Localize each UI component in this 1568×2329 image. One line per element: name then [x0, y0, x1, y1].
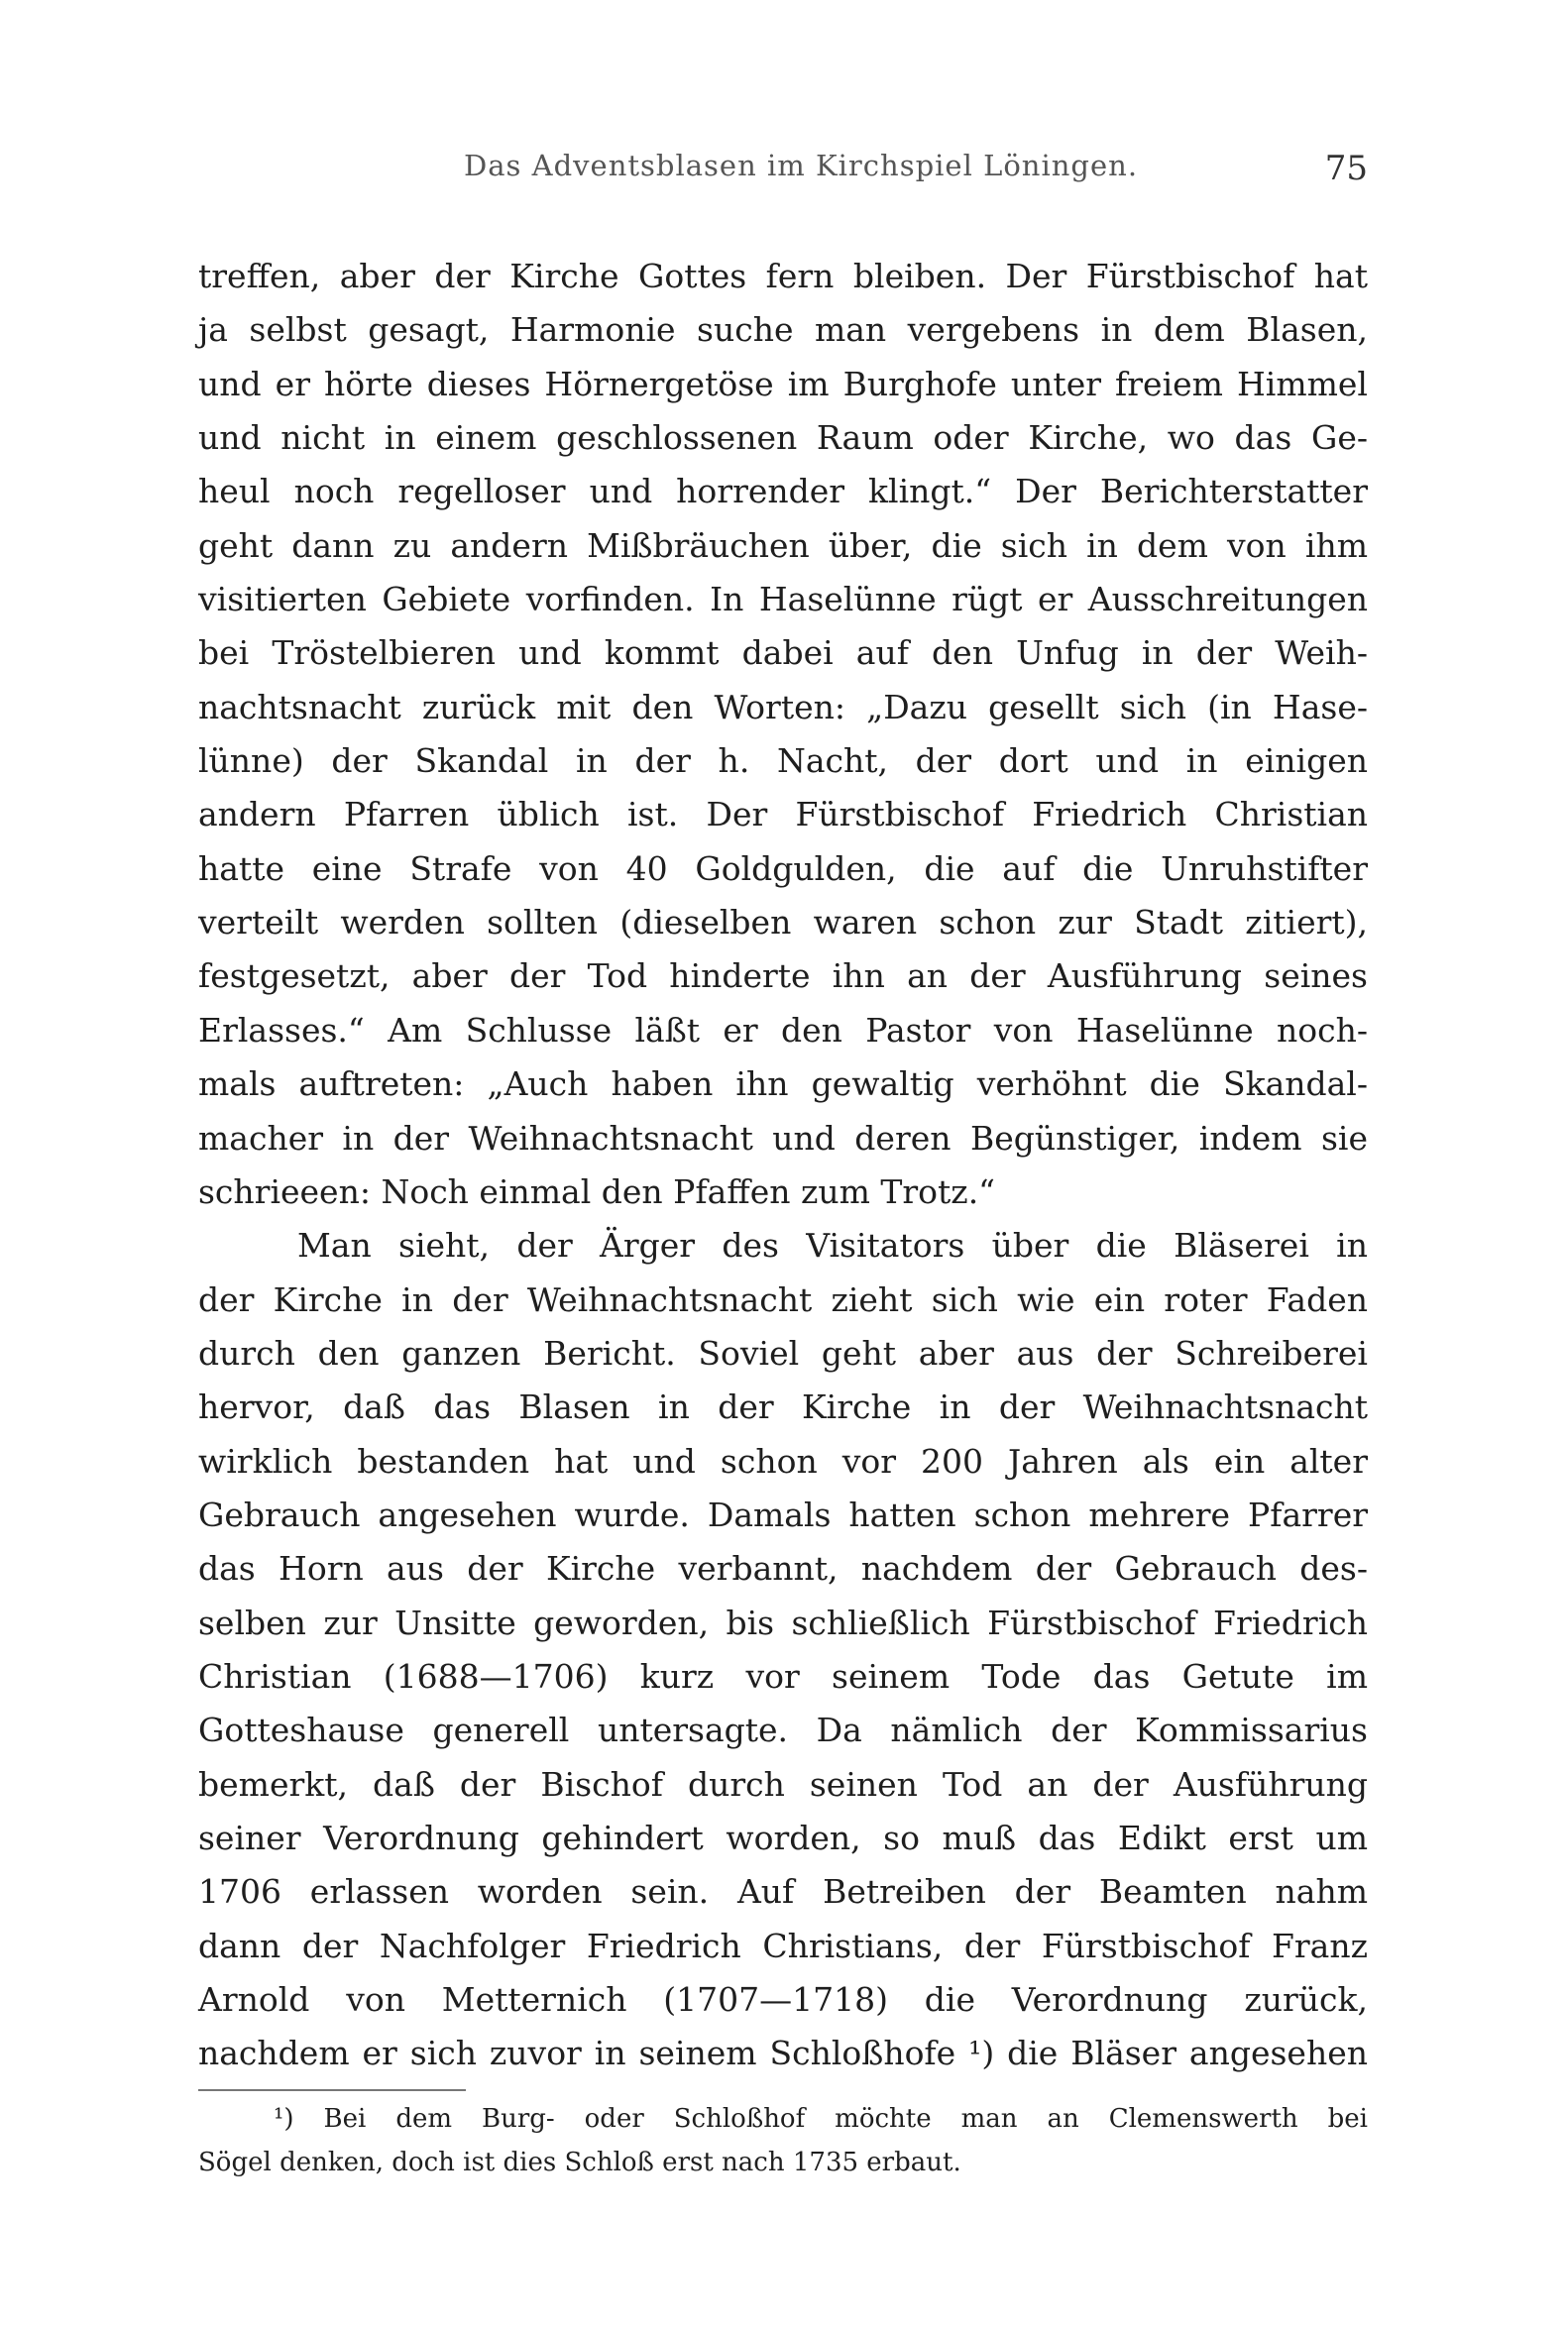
- text-line: 1706 erlassen worden sein. Auf Betreiben der Beamten nahm: [198, 1872, 1368, 1912]
- text-line: dann der Nachfolger Friedrich Christians, der Fürstbischof Franz: [198, 1926, 1368, 1965]
- main-text: [198, 250, 1368, 2081]
- text-line: macher in der Weihnachtsnacht und deren Begünstiger, indem sie: [198, 1118, 1368, 1158]
- text-line: Gebrauch angesehen wurde. Damals hatten schon mehrere Pfarrer: [198, 1495, 1368, 1534]
- text-line: bemerkt, daß der Bischof durch seinen Tod an der Ausführung: [198, 1764, 1368, 1804]
- text-line: Arnold von Metternich (1707—1718) die Verordnung zurück,: [198, 1980, 1368, 2019]
- text-line: und nicht in einem geschlossenen Raum oder Kirche, wo das Ge-: [198, 418, 1368, 458]
- text-line: Christian (1688—1706) kurz vor seinem Tode das Getute im: [198, 1656, 1368, 1696]
- text-line: Gotteshause generell untersagte. Da nämlich der Kommissarius: [198, 1711, 1368, 1750]
- footnote-line: Sögel denken, doch ist dies Schloß erst nach 1735 erbaut.: [198, 2148, 961, 2177]
- text-line: lünne) der Skandal in der h. Nacht, der dort und in einigen: [198, 741, 1368, 781]
- text-line: seiner Verordnung gehindert worden, so muß das Edikt erst um: [198, 1818, 1368, 1857]
- text-line: und er hörte dieses Hörnergetöse im Burghofe unter freiem Himmel: [198, 364, 1368, 403]
- text-line: verteilt werden sollten (dieselben waren schon zur Stadt zitiert),: [198, 903, 1368, 943]
- running-title: Das Adventsblasen im Kirchspiel Löningen.: [464, 149, 1139, 182]
- text-line: hervor, daß das Blasen in der Kirche in der Weihnachtsnacht: [198, 1387, 1368, 1427]
- text-line: hatte eine Strafe von 40 Goldgulden, die auf die Unruhstifter: [198, 848, 1368, 888]
- text-line: geht dann zu andern Mißbräuchen über, die sich in dem von ihm: [198, 525, 1368, 565]
- text-line: das Horn aus der Kirche verbannt, nachdem der Gebrauch des-: [198, 1549, 1368, 1589]
- text-line: nachtsnacht zurück mit den Worten: „Dazu gesellt sich (in Hase-: [198, 687, 1368, 726]
- text-line: selben zur Unsitte geworden, bis schließlich Fürstbischof Friedrich: [198, 1603, 1368, 1642]
- text-line: der Kirche in der Weihnachtsnacht zieht sich wie ein roter Faden: [198, 1279, 1368, 1319]
- text-line: andern Pfarren üblich ist. Der Fürstbischof Friedrich Christian: [198, 795, 1368, 834]
- text-line: heul noch regelloser und horrender klingt.“ Der Berichterstatter: [198, 472, 1368, 511]
- running-header: [198, 149, 1368, 188]
- page-number: 75: [1324, 149, 1368, 188]
- paragraph-start-line: Man sieht, der Ärger des Visitators über die Bläserei in: [297, 1226, 1368, 1266]
- text-line: wirklich bestanden hat und schon vor 200 Jahren als ein alter: [198, 1441, 1368, 1481]
- paragraph-end-line: schrieeen: Noch einmal den Pfaffen zum Trotz.“: [198, 1171, 996, 1211]
- text-line: Erlasses.“ Am Schlusse läßt er den Pastor von Haselünne noch-: [198, 1010, 1368, 1050]
- text-line: bei Tröstelbieren und kommt dabei auf den Unfug in der Weih-: [198, 633, 1368, 673]
- text-line: visitierten Gebiete vorfinden. In Haselünne rügt er Ausschreitungen: [198, 580, 1368, 619]
- text-line: treffen, aber der Kirche Gottes fern bleiben. Der Fürstbischof hat: [198, 257, 1368, 295]
- footnote-line: ¹) Bei dem Burg- oder Schloßhof möchte man an Clemenswerth bei: [274, 2104, 1368, 2134]
- text-line: durch den ganzen Bericht. Soviel geht aber aus der Schreiberei: [198, 1333, 1368, 1373]
- footnote-divider: [198, 2089, 466, 2091]
- text-line: mals auftreten: „Auch haben ihn gewaltig verhöhnt die Skandal-: [198, 1064, 1368, 1104]
- text-line: ja selbst gesagt, Harmonie suche man vergebens in dem Blasen,: [198, 310, 1368, 350]
- text-line: nachdem er sich zuvor in seinem Schloßhofe ¹) die Bläser angesehen: [198, 2034, 1368, 2073]
- footnotes: [198, 2097, 1368, 2184]
- text-line: festgesetzt, aber der Tod hinderte ihn an der Ausführung seines: [198, 956, 1368, 996]
